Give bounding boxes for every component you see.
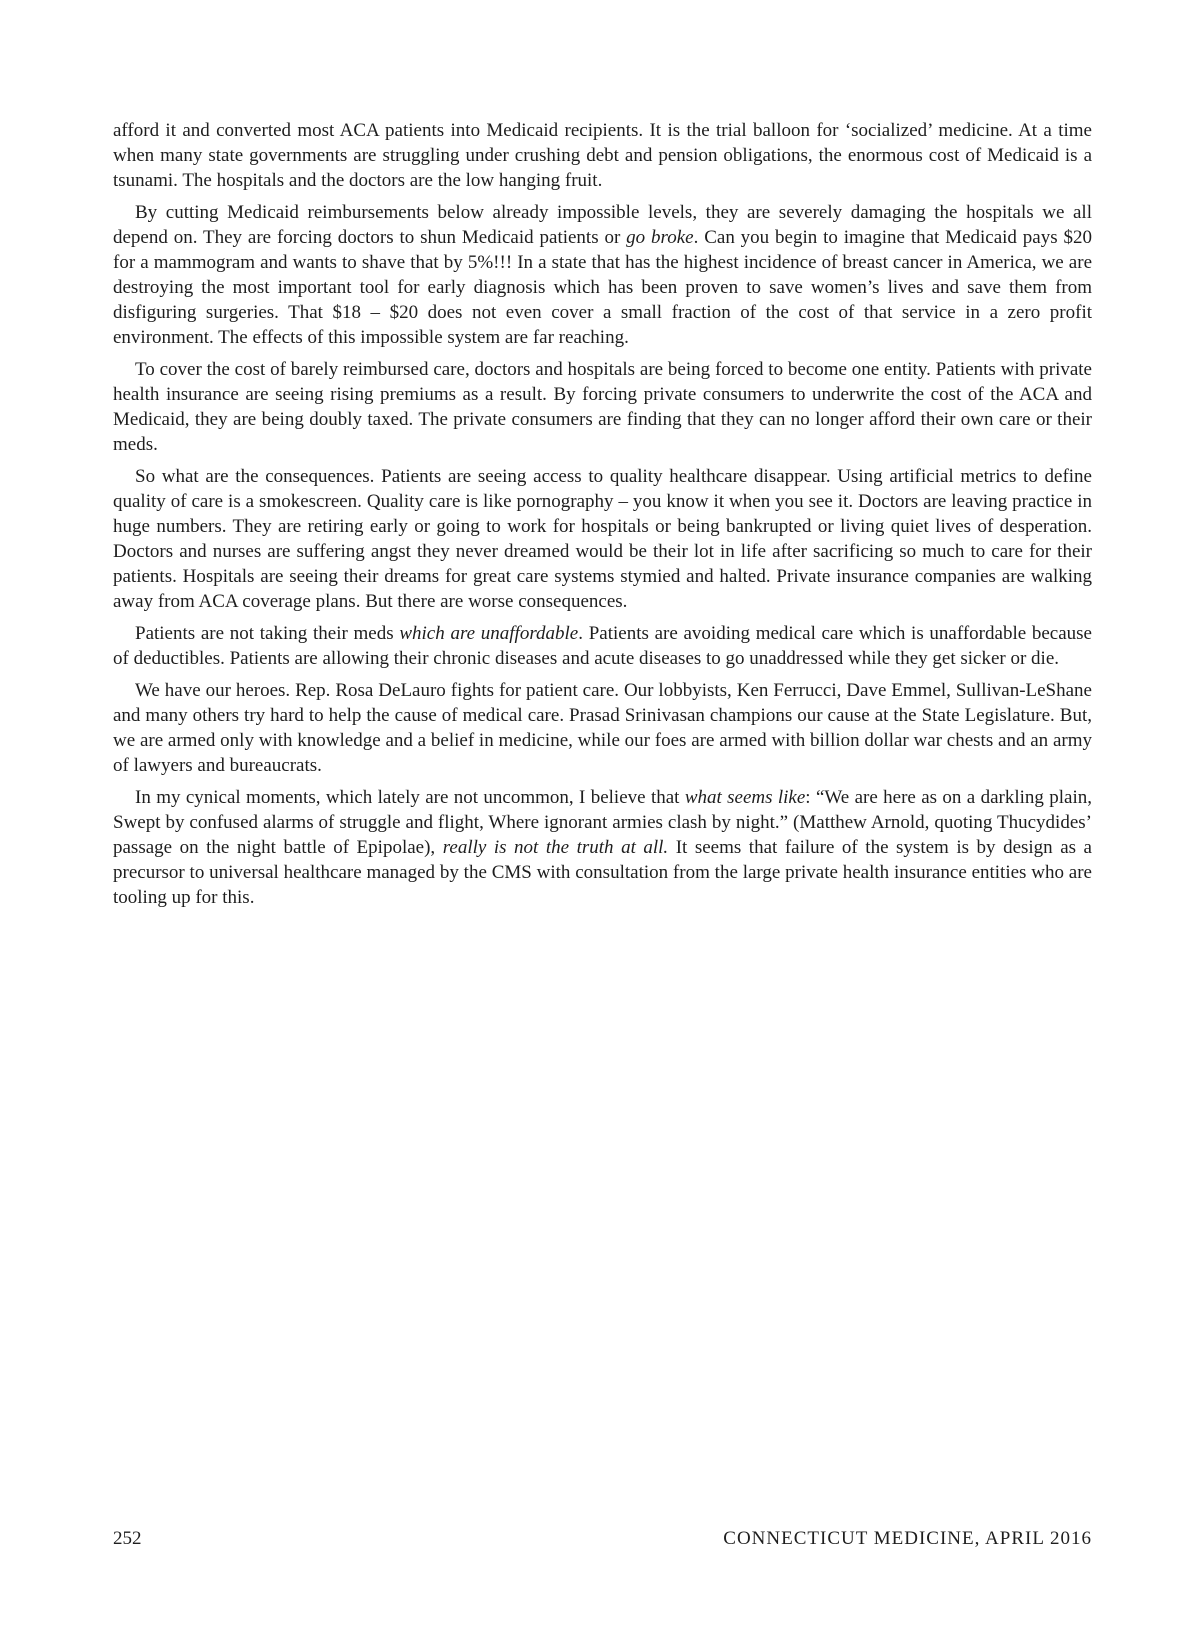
paragraph-5-text-b: . Patients are avoiding medical care which is unaffordable because of deductibles. Patients are allowing their chronic diseases and acute diseases to go unaddressed while they get sicker or die. [113, 623, 1092, 669]
paragraph-2-text-b: . Can you begin to imagine that Medicaid pays $20 for a mammogram and wants to shave that by 5%!!! In a state that has the highest incidence of breast cancer in America, we are destroying the most important tool for early diagnosis which has been proven to save women’s lives and save them from disfiguring surgeries. That $18 – $20 does not even cover a small fraction of the cost of that service in a zero profit environment. The effects of this impossible system are far reaching. [113, 227, 1092, 348]
page-footer [113, 1528, 1092, 1556]
paragraph-3-text: To cover the cost of barely reimbursed care, doctors and hospitals are being forced to become one entity. Patients with private health insurance are seeing rising premiums as a result. By forcing private consumers to underwrite the cost of the ACA and Medicaid, they are being doubly taxed. The private consumers are finding that they can no longer afford their own care or their meds. [113, 359, 1092, 455]
paragraph-2-text-a: By cutting Medicaid reimbursements below already impossible levels, they are severely damaging the hospitals we all depend on. They are forcing doctors to shun Medicaid patients or [113, 202, 1092, 248]
paragraph-5-text-a: Patients are not taking their meds [135, 623, 400, 644]
paragraph-3 [113, 357, 1092, 457]
paragraph-5-emphasis: which are unaffordable [399, 623, 579, 644]
paragraph-4-text: So what are the consequences. Patients are seeing access to quality healthcare disappear. Using artificial metrics to define quality of care is a smokescreen. Quality care is like pornography – you know it when you see it. Doctors are leaving practice in huge numbers. They are retiring early or going to work for hospitals or being bankrupted or living quiet lives of desperation. Doctors and nurses are suffering angst they never dreamed would be their lot in life after sacrificing so much to care for their patients. Hospitals are seeing their dreams for great care systems stymied and halted. Private insurance companies are walking away from ACA coverage plans. But there are worse consequences. [113, 466, 1092, 612]
paragraph-6 [113, 678, 1092, 778]
paragraph-7-text-a: In my cynical moments, which lately are not uncommon, I believe that [135, 787, 685, 808]
paragraph-2 [113, 200, 1092, 350]
paragraph-2-emphasis: go broke [626, 227, 694, 248]
journal-issue: CONNECTICUT MEDICINE, APRIL 2016 [723, 1528, 1092, 1549]
paragraph-5 [113, 621, 1092, 671]
paragraph-1 [113, 118, 1092, 193]
page-number: 252 [113, 1528, 142, 1549]
paragraph-6-text: We have our heroes. Rep. Rosa DeLauro fights for patient care. Our lobbyists, Ken Ferrucci, Dave Emmel, Sullivan-LeShane and many others try hard to help the cause of medical care. Prasad Srinivasan champions our cause at the State Legislature. But, we are armed only with knowledge and a belief in medicine, while our foes are armed with billion dollar war chests and an army of lawyers and bureaucrats. [113, 680, 1092, 776]
paragraph-7 [113, 785, 1092, 910]
paragraph-7-text-c: It seems that failure of the system is by design as a precursor to universal healthcare managed by the CMS with consultation from the large private health insurance entities who are tooling up for this. [113, 837, 1092, 908]
paragraph-7-emphasis-2: really is not the truth at all. [442, 837, 669, 858]
paragraph-7-emphasis-1: what seems like [684, 787, 806, 808]
article-body [113, 118, 1092, 917]
paragraph-4 [113, 464, 1092, 614]
paragraph-7-text-b: : “We are here as on a darkling plain, Swept by confused alarms of struggle and flight, Where ignorant armies clash by night.” (Matthew Arnold, quoting Thucydides’ passage on the night battle of Epipolae), [113, 787, 1092, 858]
paragraph-1-text: afford it and converted most ACA patients into Medicaid recipients. It is the trial balloon for ‘socialized’ medicine. At a time when many state governments are struggling under crushing debt and pension obligations, the enormous cost of Medicaid is a tsunami. The hospitals and the doctors are the low hanging fruit. [113, 120, 1092, 191]
